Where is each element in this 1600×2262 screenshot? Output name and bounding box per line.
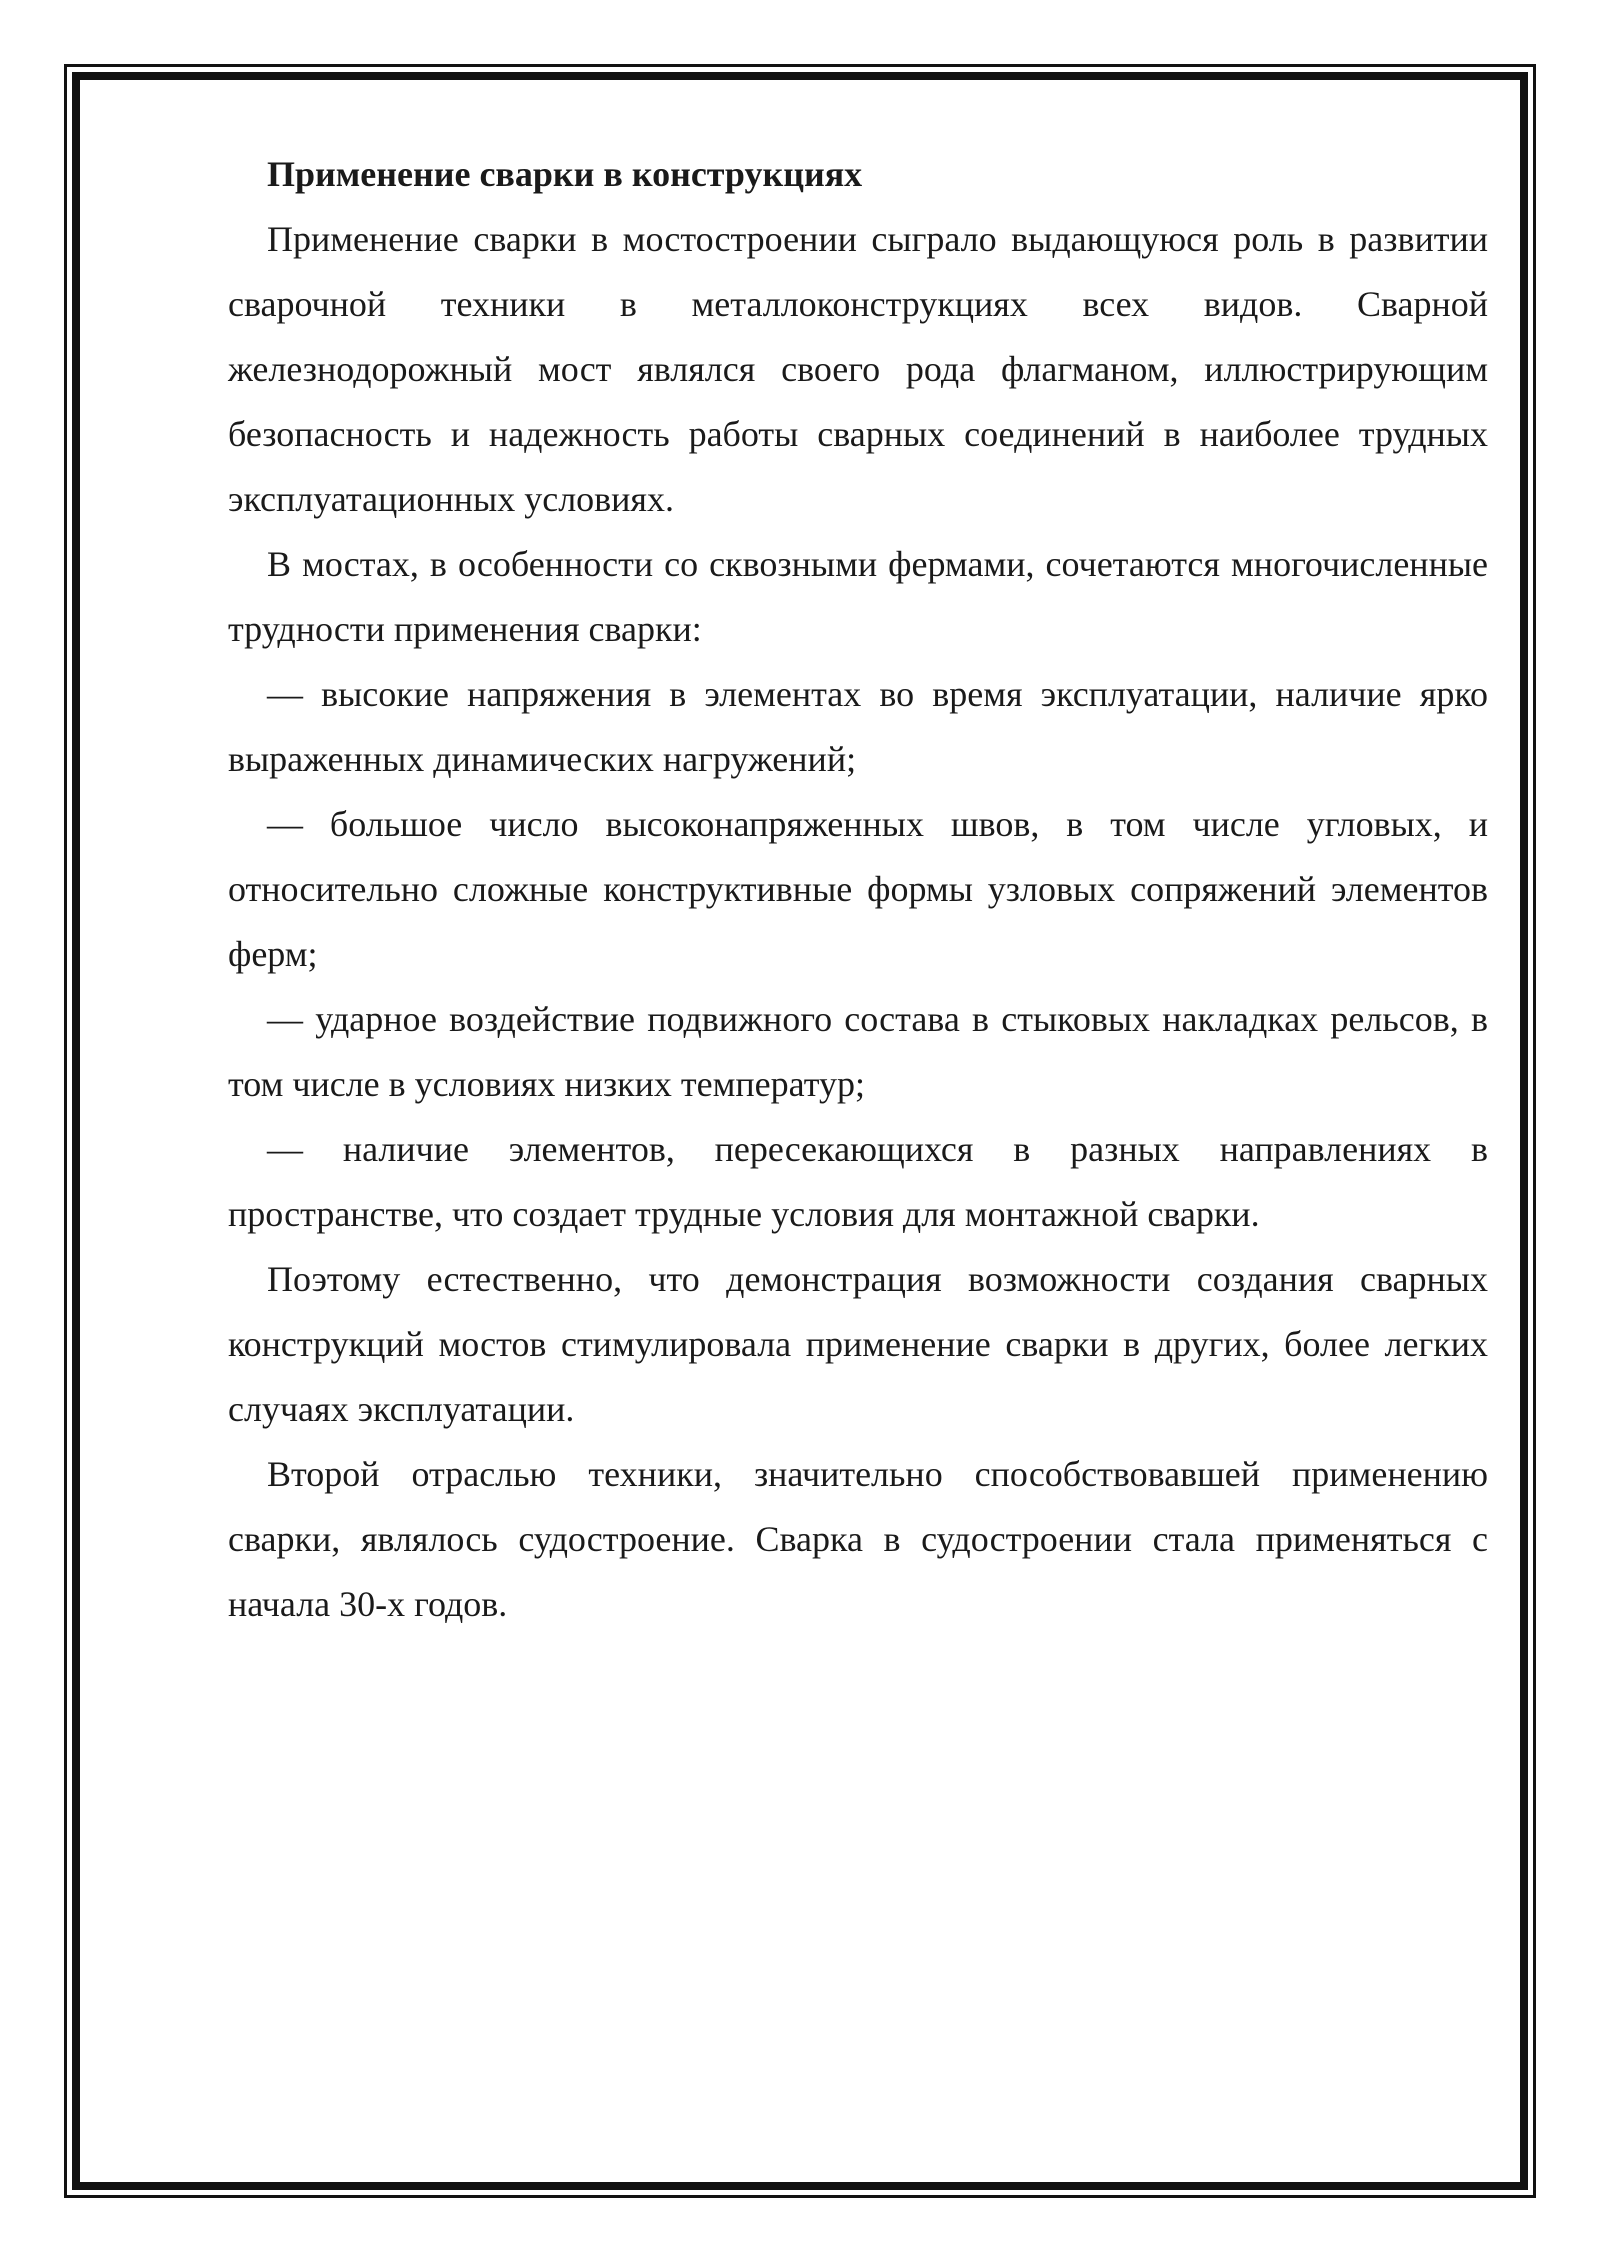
paragraph-intro: Применение сварки в мостостроении сыграло выдающуюся роль в развитии сварочной техники в металлоконструкциях всех видов. Сварной железнодорожный мост являлся своего рода флагманом, иллюстрирующим безопасность и надежность работы сварных соединений в наиболее трудных эксплуатационных условиях. — [228, 219, 1488, 519]
section-heading: Применение сварки в конструкциях — [267, 154, 863, 194]
paragraph-shipbuilding: Второй отраслью техники, значительно способствовавшей применению сварки, являлось судостроение. Сварка в судостроении стала применяться с начала 30-х годов. — [228, 1454, 1488, 1624]
paragraph-bridges: В мостах, в особенности со сквозными фермами, сочетаются многочисленные трудности применения сварки: — [228, 544, 1488, 649]
paragraph-conclusion: Поэтому естественно, что демонстрация возможности создания сварных конструкций мостов стимулировала применение сварки в других, более легких случаях эксплуатации. — [228, 1259, 1488, 1429]
list-item-impact: — ударное воздействие подвижного состава в стыковых накладках рельсов, в том числе в условиях низких температур; — [228, 999, 1488, 1104]
list-item-spatial: — наличие элементов, пересекающихся в разных направлениях в пространстве, что создает трудные условия для монтажной сварки. — [228, 1129, 1488, 1234]
document-body — [228, 142, 1488, 1637]
list-item-stresses: — высокие напряжения в элементах во время эксплуатации, наличие ярко выраженных динамических нагружений; — [228, 674, 1488, 779]
list-item-welds: — большое число высоконапряженных швов, в том числе угловых, и относительно сложные конструктивные формы узловых сопряжений элементов ферм; — [228, 804, 1488, 974]
